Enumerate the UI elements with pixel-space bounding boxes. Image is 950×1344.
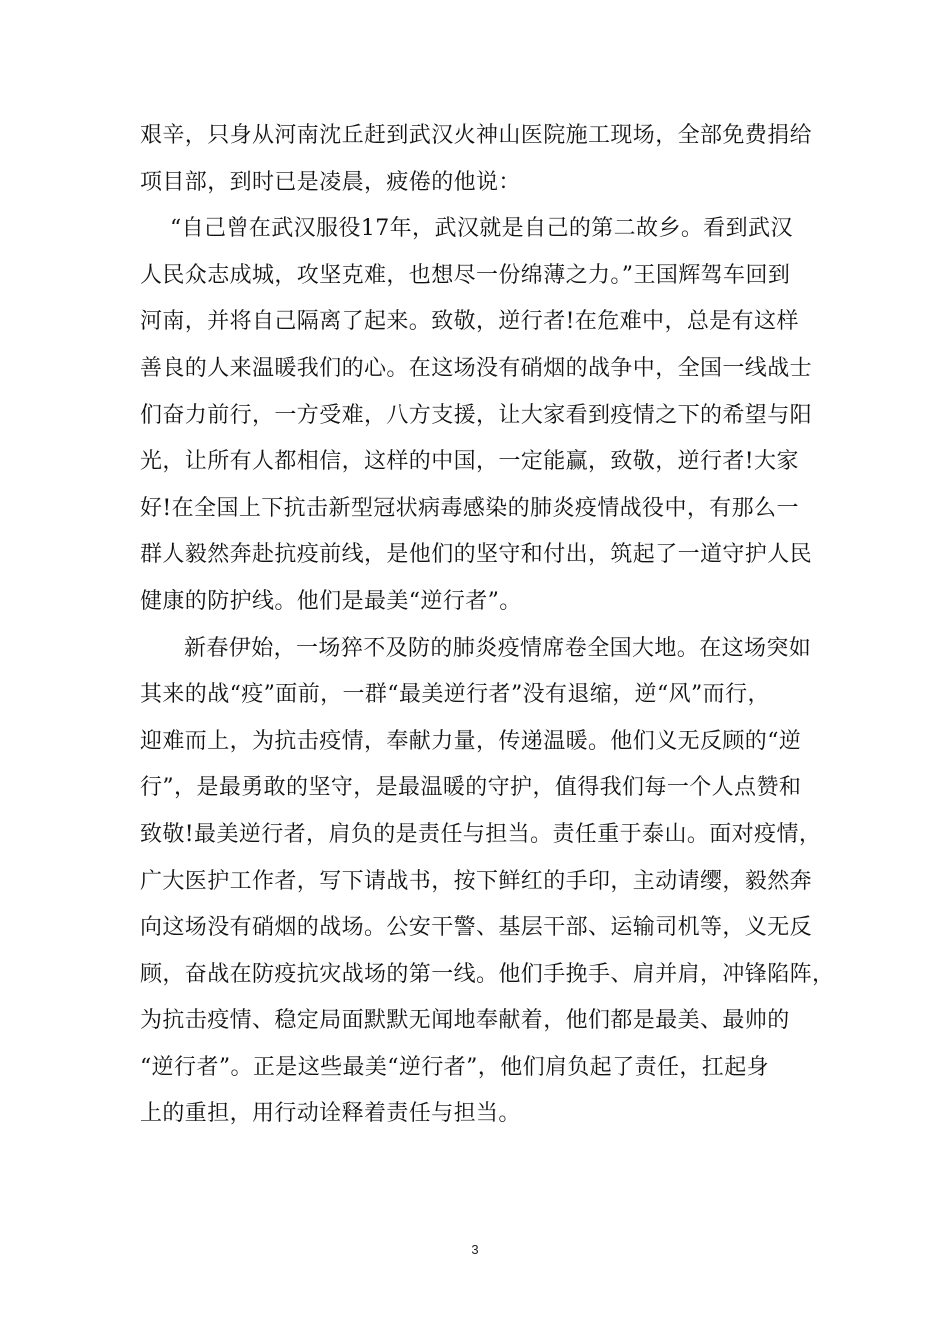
text-line: 群人毅然奔赴抗疫前线，是他们的坚守和付出，筑起了一道守护人民 — [140, 542, 813, 568]
text-line: 健康的防护线。他们是最美“逆行者”。 — [140, 588, 522, 614]
text-line: 向这场没有硝烟的战场。公安干警、基层干部、运输司机等，义无反 — [140, 915, 813, 941]
text-line: 广大医护工作者，写下请战书，按下鲜红的手印，主动请缨，毅然奔 — [140, 868, 813, 894]
body-text — [140, 113, 835, 1138]
text-line: 河南，并将自己隔离了起来。致敬，逆行者!在危难中，总是有这样 — [140, 309, 799, 335]
text-line: 们奋力前行，一方受难，八方支援，让大家看到疫情之下的希望与阳 — [140, 402, 813, 428]
text-line: 善良的人来温暖我们的心。在这场没有硝烟的战争中，全国一线战士 — [140, 355, 813, 381]
text-line: 致敬!最美逆行者，肩负的是责任与担当。责任重于泰山。面对疫情， — [140, 821, 822, 847]
text-line: 为抗击疫情、稳定局面默默无闻地奉献着，他们都是最美、最帅的 — [140, 1008, 790, 1034]
text-line: 新春伊始，一场猝不及防的肺炎疫情席卷全国大地。在这场突如 — [184, 635, 812, 661]
text-line: 艰辛，只身从河南沈丘赶到武汉火神山医院施工现场，全部免费捐给 — [140, 123, 813, 148]
text-line: 项目部，到时已是凌晨，疲倦的他说： — [140, 169, 521, 195]
text-line: 其来的战“疫”面前，一群“最美逆行者”没有退缩，逆“风”而行， — [140, 682, 770, 708]
text-line: 好!在全国上下抗击新型冠状病毒感染的肺炎疫情战役中，有那么一 — [140, 495, 799, 521]
text-line: 人民众志成城，攻坚克难，也想尽一份绵薄之力。”王国辉驾车回到 — [140, 262, 791, 288]
text-line: 行”，是最勇敢的坚守，是最温暖的守护，值得我们每一个人点赞和 — [140, 775, 802, 801]
text-line: 光，让所有人都相信，这样的中国，一定能赢，致敬，逆行者!大家 — [140, 449, 799, 475]
text-line: 顾，奋战在防疫抗灾战场的第一线。他们手挽手、肩并肩，冲锋陷阵， — [140, 961, 835, 987]
text-line: 迎难而上，为抗击疫情，奉献力量，传递温暖。他们义无反顾的“逆 — [140, 728, 802, 754]
text-line: 上的重担，用行动诠释着责任与担当。 — [140, 1101, 521, 1127]
text-line: “自己曾在武汉服役17年，武汉就是自己的第二故乡。看到武汉 — [170, 216, 793, 242]
page-number: 3 — [471, 1242, 479, 1257]
text-line: “逆行者”。正是这些最美“逆行者”，他们肩负起了责任，扛起身 — [140, 1054, 769, 1080]
